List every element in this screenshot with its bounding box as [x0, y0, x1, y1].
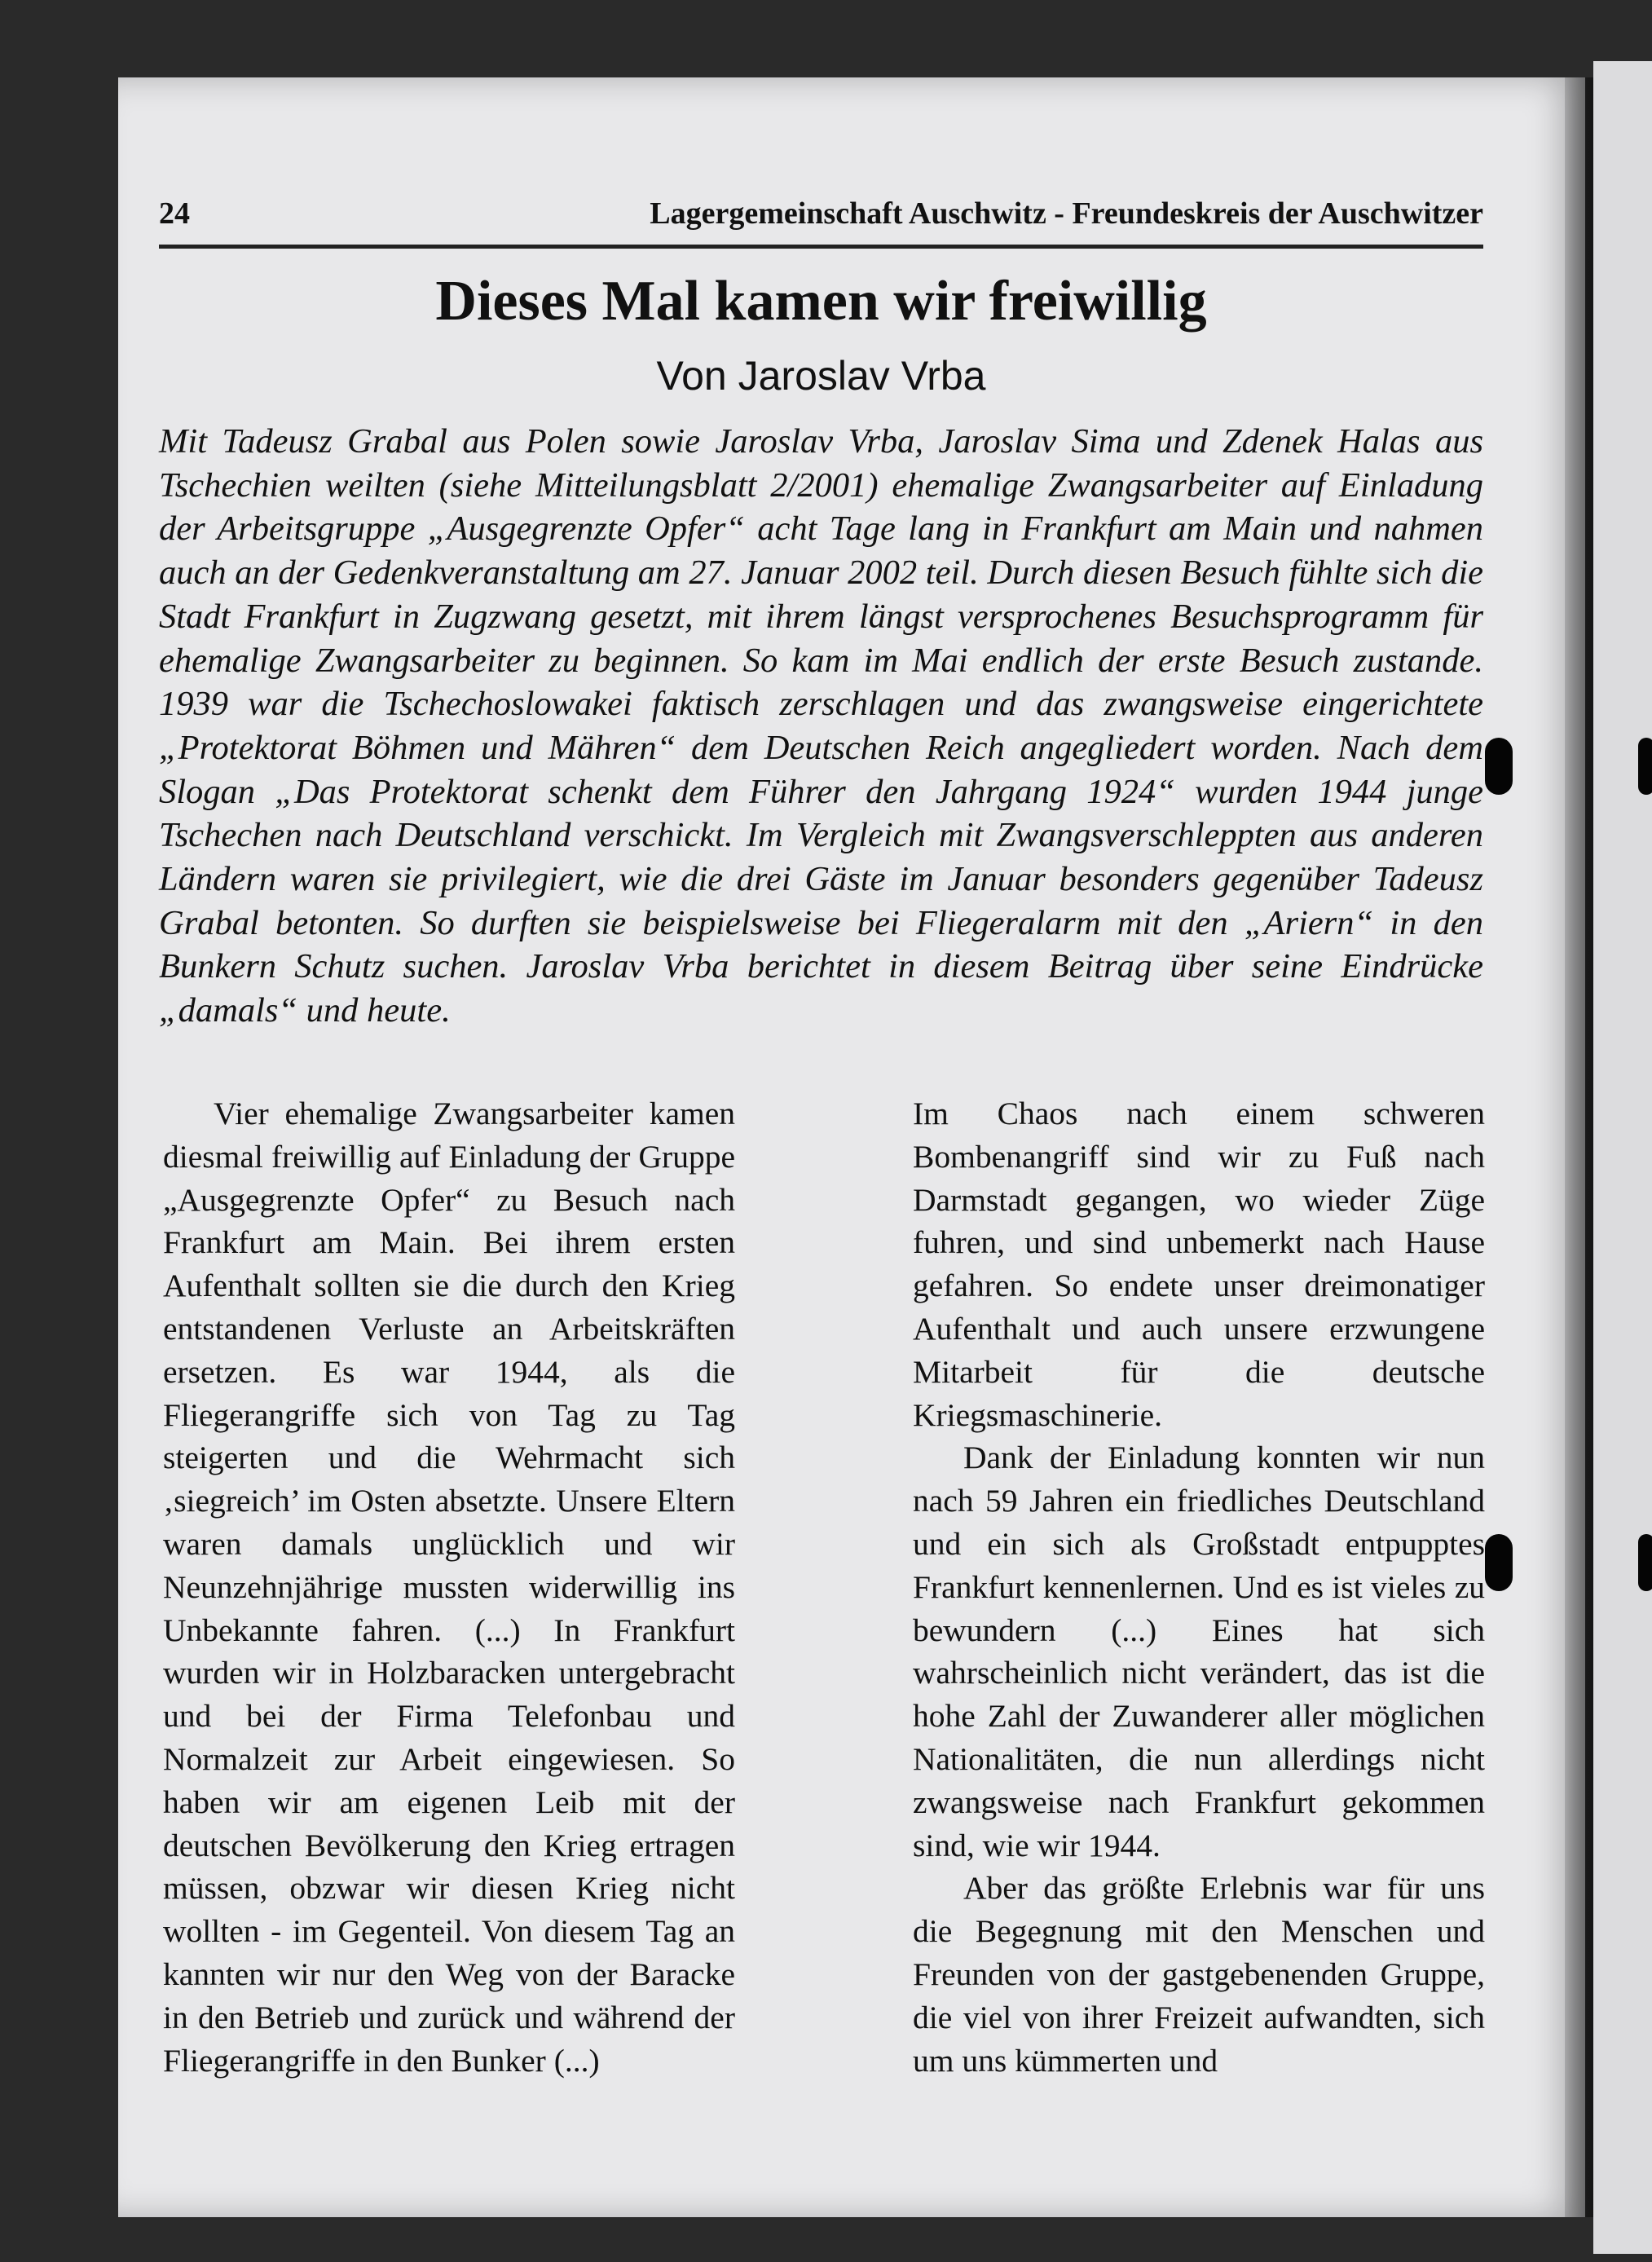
adjacent-page-edge	[1593, 61, 1652, 2254]
punch-hole	[1638, 738, 1652, 795]
paragraph: Dank der Einladung konnten wir nun nach 59 Jahren ein friedliches Deutschland und ein sich als Großstadt entpupptes Frankfurt kennenlernen. Und es ist vieles zu bewundern (...) Eines hat sich wahrscheinlich nicht verändert, das ist die hohe Zahl der Zuwanderer aller möglichen Nationalitäten, die nun allerdings nicht zwangsweise nach Frankfurt gekommen sind, wie wir 1944.	[913, 1440, 1485, 1863]
running-header	[159, 196, 1483, 249]
paragraph: Aber das größte Erlebnis war für uns die Begegnung mit den Menschen und Freunden von der gastgebenenden Gruppe, die viel von ihrer Freizeit aufwandten, sich um uns kümmerten und	[913, 1870, 1485, 2079]
article-intro: Mit Tadeusz Grabal aus Polen sowie Jaroslav Vrba, Jaroslav Sima und Zdenek Halas aus Tschechien weilten (siehe Mitteilungsblatt 2/2001) ehemalige Zwangsarbeiter auf Einladung der Arbeitsgruppe „Ausgegrenzte Opfer“ acht Tage lang in Frankfurt am Main und nahmen auch an der Gedenkveranstaltung am 27. Januar 2002 teil. Durch diesen Besuch fühlte sich die Stadt Frankfurt in Zugzwang gesetzt, mit ihrem längst versprochenes Besuchsprogramm für ehemalige Zwangsarbeiter zu beginnen. So kam im Mai endlich der erste Besuch zustande. 1939 war die Tschechoslowakei faktisch zerschlagen und das zwangsweise eingerichtete „Protektorat Böhmen und Mähren“ dem Deutschen Reich angegliedert worden. Nach dem Slogan „Das Protektorat schenkt dem Führer den Jahrgang 1924“ wurden 1944 junge Tschechen nach Deutschland verschickt. Im Vergleich mit Zwangsverschleppten aus anderen Ländern waren sie privilegiert, wie die drei Gäste im Januar besonders gegenüber Tadeusz Grabal betonten. So durften sie beispielsweise bei Fliegeralarm mit den „Ariern“ in den Bunkern Schutz suchen. Jaroslav Vrba berichtet in diesem Beitrag über seine Eindrücke „damals“ und heute.	[159, 422, 1483, 1030]
article-title: Dieses Mal kamen wir freiwillig	[435, 270, 1207, 333]
punch-hole	[1485, 1534, 1513, 1591]
punch-hole	[1485, 738, 1513, 795]
text-column-right	[913, 1092, 1485, 2082]
text-column-left	[163, 1092, 735, 2082]
publication-name: Lagergemeinschaft Auschwitz - Freundeskreis der Auschwitzer	[650, 196, 1483, 231]
punch-hole	[1638, 1534, 1652, 1591]
paragraph: Vier ehemalige Zwangsarbeiter kamen diesmal freiwillig auf Einladung der Gruppe „Ausgegrenzte Opfer“ zu Besuch nach Frankfurt am Main. Bei ihrem ersten Aufenthalt sollten sie die durch den Krieg entstandenen Verluste an Arbeitskräften ersetzen. Es war 1944, als die Fliegerangriffe sich von Tag zu Tag steigerten und die Wehrmacht sich ‚siegreich’ im Osten absetzte. Unsere Eltern waren damals unglücklich und wir Neunzehnjährige mussten widerwillig ins Unbekannte fahren. (...) In Frankfurt wurden wir in Holzbaracken untergebracht und bei der Firma Telefonbau und Normalzeit zur Arbeit eingewiesen. So haben wir am eigenen Leib mit der deutschen Bevölkerung den Krieg ertragen müssen, obzwar wir diesen Krieg nicht wollten - im Gegenteil. Von diesem Tag an kannten wir nur den Weg von der Baracke in den Betrieb und zurück und während der Fliegerangriffe in den Bunker (...)	[163, 1096, 735, 2079]
paragraph: Im Chaos nach einem schweren Bombenangriff sind wir zu Fuß nach Darmstadt gegangen, wo wieder Züge fuhren, und sind unbemerkt nach Hause gefahren. So endete unser dreimonatiger Aufenthalt und auch unsere erzwungene Mitarbeit für die deutsche Kriegsmaschinerie.	[913, 1096, 1485, 1433]
article-byline: Von Jaroslav Vrba	[656, 353, 986, 399]
page-gutter	[1565, 77, 1597, 2217]
page-number: 24	[159, 196, 190, 231]
